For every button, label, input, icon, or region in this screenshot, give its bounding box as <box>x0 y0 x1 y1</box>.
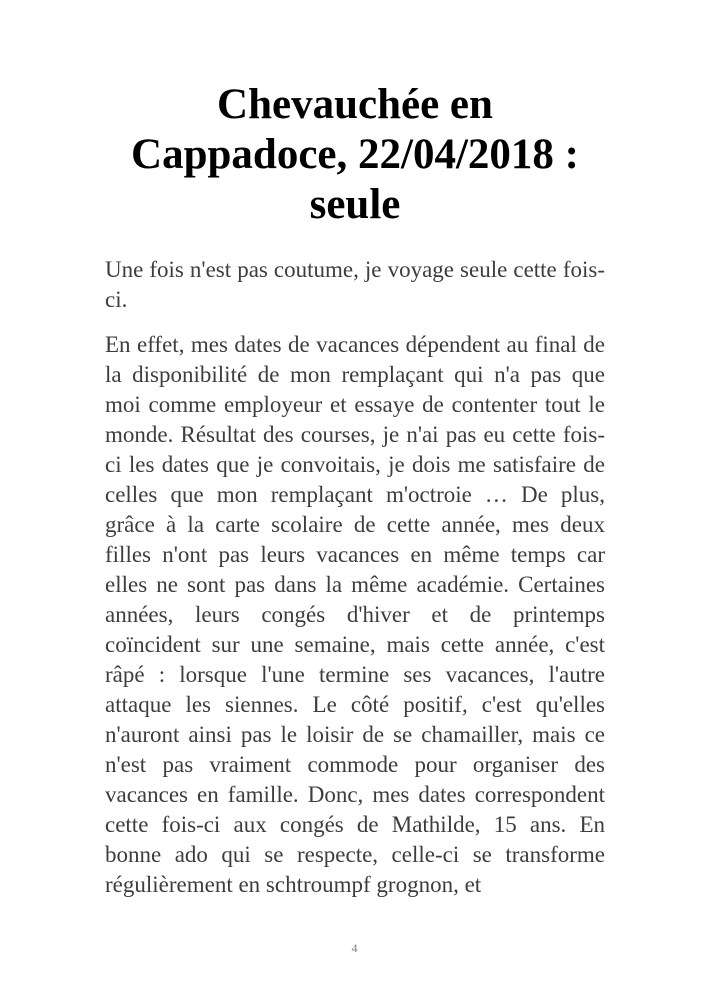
title-line: Cappadoce, 22/04/2018 : <box>131 131 579 178</box>
title-line: Chevauchée en <box>217 81 493 128</box>
paragraph-main: En effet, mes dates de vacances dépendent au final de la disponibilité de mon remplaçant qui n'a pas que moi comme employeur et essaye de contenter tout le monde. Résultat des courses, je n'ai pas eu cette fois-ci les dates que je convoitais, je dois me satisfaire de celles que mon remplaçant m'octroie … De plus, grâce à la carte scolaire de cette année, mes deux filles n'ont pas leurs vacances en même temps car elles ne sont pas dans la même académie. Certaines années, leurs congés d'hiver et de printemps coïncident sur une semaine, mais cette année, c'est râpé : lorsque l'une termine ses vacances, l'autre attaque les siennes. Le côté positif, c'est qu'elles n'auront ainsi pas le loisir de se chamailler, mais ce n'est pas vraiment commode pour organiser des vacances en famille. Donc, mes dates correspondent cette fois-ci aux congés de Mathilde, 15 ans. En bonne ado qui se respecte, celle-ci se transforme régulièrement en schtroumpf grognon, et <box>105 332 605 897</box>
text-column <box>105 0 605 900</box>
page-number: 4 <box>351 941 358 955</box>
page-title <box>105 80 605 230</box>
title-line: seule <box>309 181 401 228</box>
paragraph-intro: Une fois n'est pas coutume, je voyage seule cette fois-ci. <box>105 257 605 312</box>
